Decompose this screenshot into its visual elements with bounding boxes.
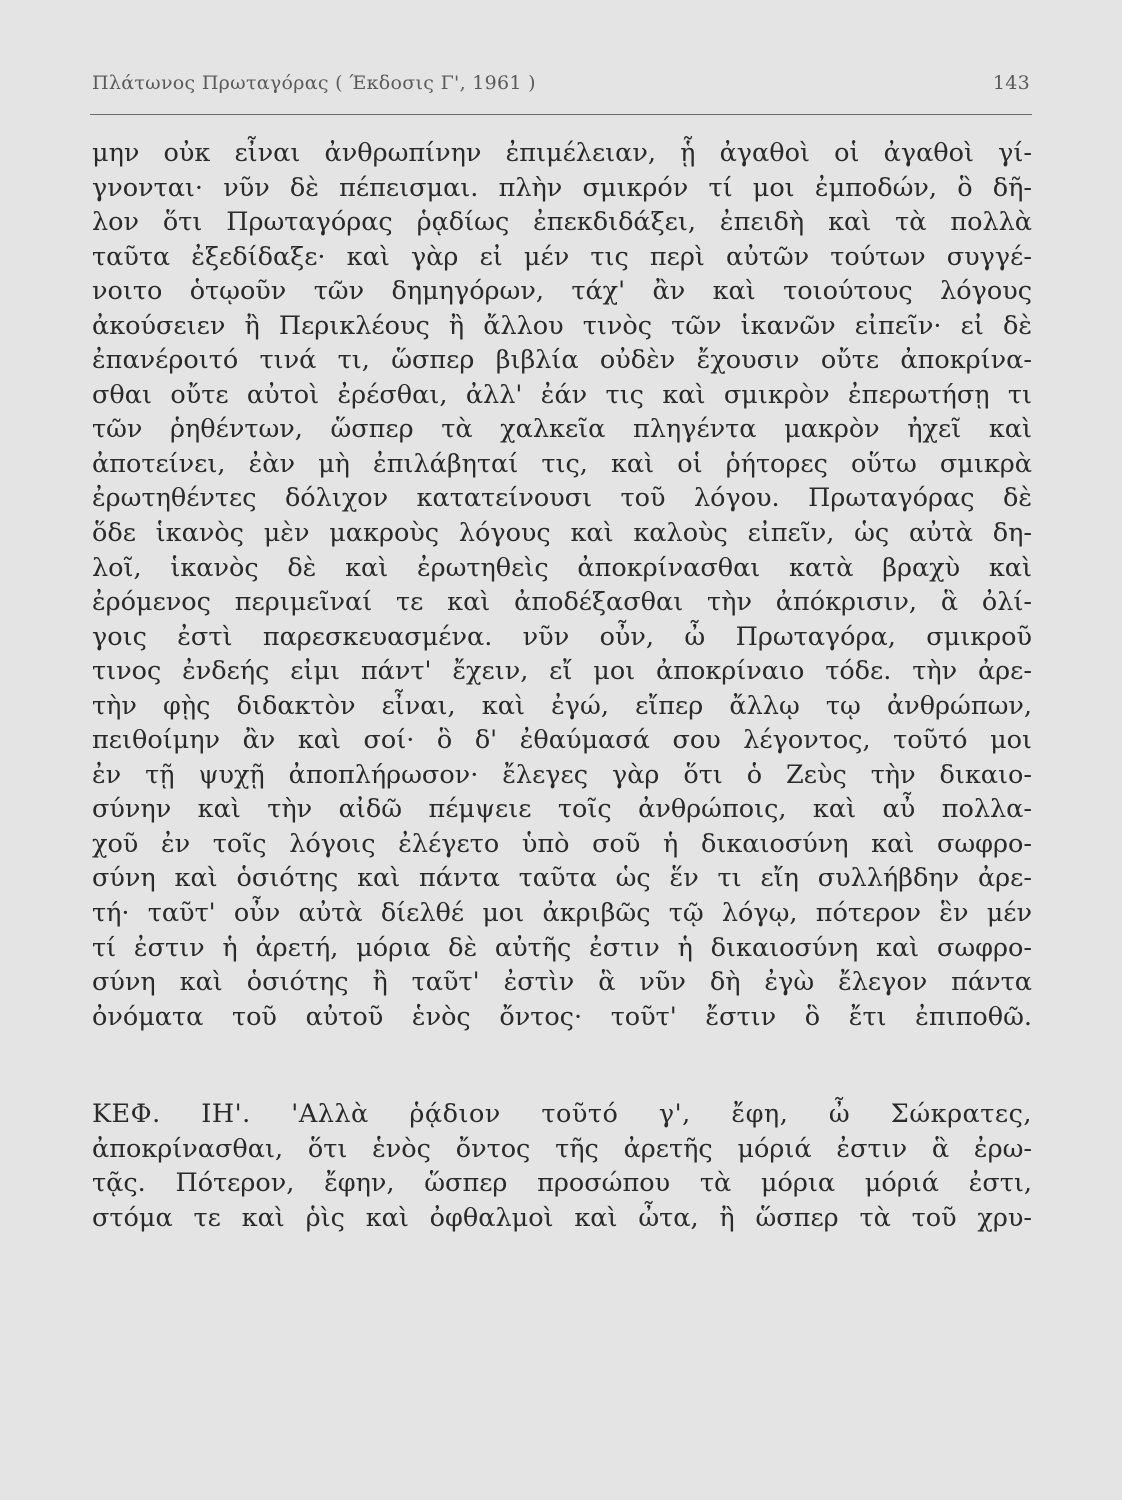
- text-line: σθαι οὔτε αὐτοὶ ἐρέσθαι, ἀλλ' ἐάν τις καὶ σμικρὸν ἐπερωτήσῃ τι: [92, 379, 1032, 410]
- chapter-heading-line: ΚΕΦ. ΙΗ'. 'Αλλὰ ῥᾴδιον τοῦτό γ', ἔφη, ὦ Σώκρατες,: [92, 1099, 1032, 1130]
- running-title: Πλάτωνος Πρωταγόρας ( Έκδοσις Γ', 1961 ): [92, 72, 536, 94]
- text-line: ὀνόματα τοῦ αὐτοῦ ἑνὸς ὄντος· τοῦτ' ἔστιν ὃ ἔτι ἐπιποθῶ.: [92, 1001, 1032, 1032]
- running-head: [92, 72, 1030, 112]
- text-line: ἐν τῇ ψυχῇ ἀποπλήρωσον· ἔλεγες γὰρ ὅτι ὁ Ζεὺς τὴν δικαιο-: [92, 759, 1032, 790]
- body-text: [92, 136, 1032, 1235]
- text-line: ὅδε ἱκανὸς μὲν μακροὺς λόγους καὶ καλοὺς εἰπεῖν, ὡς αὐτὰ δη-: [92, 518, 1032, 549]
- text-line: τή· ταῦτ' οὖν αὐτὰ δίελθέ μοι ἀκριβῶς τῷ λόγῳ, πότερον ἓν μέν: [92, 898, 1032, 929]
- text-line: στόμα τε καὶ ῥὶς καὶ ὀφθαλμοὶ καὶ ὦτα, ἢ ὥσπερ τὰ τοῦ χρυ-: [92, 1202, 1032, 1233]
- text-line: χοῦ ἐν τοῖς λόγοις ἐλέγετο ὑπὸ σοῦ ἡ δικαιοσύνη καὶ σωφρο-: [92, 828, 1032, 859]
- text-line: λοῖ, ἱκανὸς δὲ καὶ ἐρωτηθεὶς ἀποκρίνασθαι κατὰ βραχὺ καὶ: [92, 552, 1032, 583]
- paragraph-1: [92, 136, 1032, 1034]
- text-line: νοιτο ὁτῳοῦν τῶν δημηγόρων, τάχ' ἂν καὶ τοιούτους λόγους: [92, 276, 1032, 307]
- text-line: γνονται· νῦν δὲ πέπεισμαι. πλὴν σμικρόν τί μοι ἐμποδών, ὃ δῆ-: [92, 172, 1032, 203]
- text-line: ἀκούσειεν ἢ Περικλέους ἢ ἄλλου τινὸς τῶν ἱκανῶν εἰπεῖν· εἰ δὲ: [92, 310, 1032, 341]
- text-line: σύνη καὶ ὁσιότης ἢ ταῦτ' ἐστὶν ἃ νῦν δὴ ἐγὼ ἔλεγον πάντα: [92, 967, 1032, 998]
- text-line: ἀποτείνει, ἐὰν μὴ ἐπιλάβηταί τις, καὶ οἱ ῥήτορες οὕτω σμικρὰ: [92, 448, 1032, 479]
- text-line: τὴν φῂς διδακτὸν εἶναι, καὶ ἐγώ, εἴπερ ἄλλῳ τῳ ἀνθρώπων,: [92, 690, 1032, 721]
- text-line: σύνην καὶ τὴν αἰδῶ πέμψειε τοῖς ἀνθρώποις, καὶ αὖ πολλα-: [92, 794, 1032, 825]
- text-line: ἐρωτηθέντες δόλιχον κατατείνουσι τοῦ λόγου. Πρωταγόρας δὲ: [92, 483, 1032, 514]
- text-line: γοις ἐστὶ παρεσκευασμένα. νῦν οὖν, ὦ Πρωταγόρα, σμικροῦ: [92, 621, 1032, 652]
- text-line: τί ἐστιν ἡ ἀρετή, μόρια δὲ αὐτῆς ἐστιν ἡ δικαιοσύνη καὶ σωφρο-: [92, 932, 1032, 963]
- text-line: σύνη καὶ ὁσιότης καὶ πάντα ταῦτα ὡς ἕν τι εἴη συλλήβδην ἀρε-: [92, 863, 1032, 894]
- paragraph-2: [92, 1097, 1032, 1235]
- text-line: λον ὅτι Πρωταγόρας ῥᾳδίως ἐπεκδιδάξει, ἐπειδὴ καὶ τὰ πολλὰ: [92, 207, 1032, 238]
- page-number: 143: [992, 72, 1030, 94]
- text-line: τινος ἐνδεής εἰμι πάντ' ἔχειν, εἴ μοι ἀποκρίναιο τόδε. τὴν ἀρε-: [92, 656, 1032, 687]
- text-line: πειθοίμην ἂν καὶ σοί· ὃ δ' ἐθαύμασά σου λέγοντος, τοῦτό μοι: [92, 725, 1032, 756]
- text-line: ἀποκρίνασθαι, ὅτι ἑνὸς ὄντος τῆς ἀρετῆς μόριά ἐστιν ἃ ἐρω-: [92, 1133, 1032, 1164]
- text-line: ἐρόμενος περιμεῖναί τε καὶ ἀποδέξασθαι τὴν ἀπόκρισιν, ἃ ὀλί-: [92, 587, 1032, 618]
- header-rule: [90, 114, 1032, 115]
- text-line: ταῦτα ἐξεδίδαξε· καὶ γὰρ εἰ μέν τις περὶ αὐτῶν τούτων συγγέ-: [92, 241, 1032, 272]
- text-line: τῶν ῥηθέντων, ὥσπερ τὰ χαλκεῖα πληγέντα μακρὸν ἠχεῖ καὶ: [92, 414, 1032, 445]
- text-line: τᾷς. Πότερον, ἔφην, ὥσπερ προσώπου τὰ μόρια μόριά ἐστι,: [92, 1168, 1032, 1199]
- section-break: [92, 1034, 1032, 1097]
- text-line: ἐπανέροιτό τινά τι, ὥσπερ βιβλία οὐδὲν ἔχουσιν οὔτε ἀποκρίνα-: [92, 345, 1032, 376]
- text-line: μην οὐκ εἶναι ἀνθρωπίνην ἐπιμέλειαν, ᾗ ἀγαθοὶ οἱ ἀγαθοὶ γί-: [92, 138, 1032, 168]
